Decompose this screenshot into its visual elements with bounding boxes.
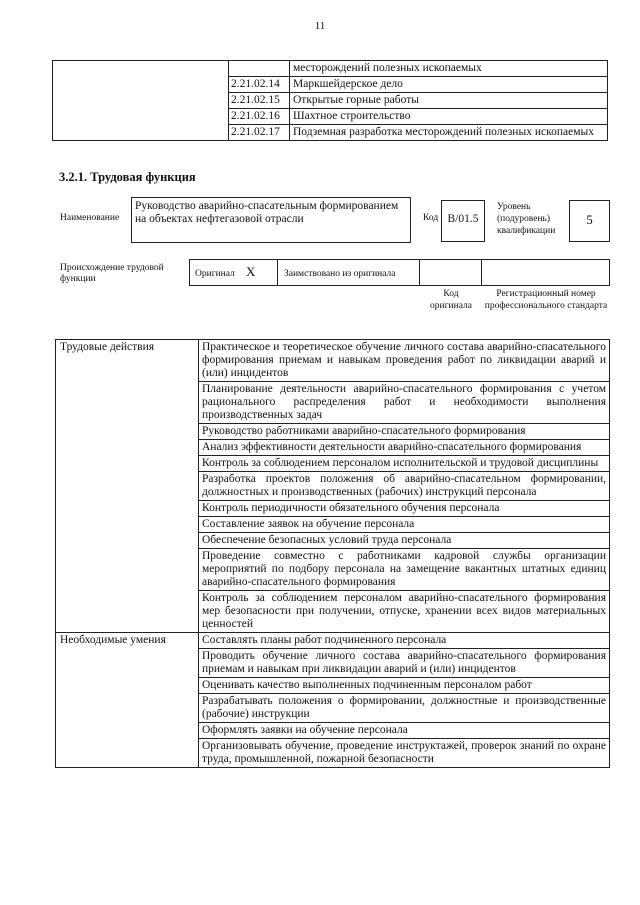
code-cell [229,61,290,77]
code-cell: 2.21.02.17 [229,125,290,141]
specialty-name-cell: Шахтное строительство [290,109,608,125]
table-row [53,61,608,77]
specialty-codes-table [52,60,608,141]
skill-item: Разрабатывать положения о формировании, должностные и производственные (рабочие) инструкции [199,694,610,723]
original-mark: Х [246,264,256,279]
original-label: Оригинал [195,269,235,279]
skill-item: Оценивать качество выполненных подчиненным персоналом работ [199,678,610,694]
labor-action-item: Составление заявок на обучение персонала [199,517,610,533]
labor-action-item: Практическое и теоретическое обучение личного состава аварийно-спасательного формирования приемам и навыкам проведения работ по ликвидации аварий и (или) инцидентов [199,340,610,382]
level-box: 5 [569,200,610,242]
borrowed-cell [277,259,420,286]
specialty-name-cell: Подземная разработка месторождений полезных ископаемых [290,125,608,141]
code-cell: 2.21.02.14 [229,77,290,93]
name-label: Наименование [60,213,120,223]
table-row [56,340,610,382]
labor-action-item: Обеспечение безопасных условий труда персонала [199,533,610,549]
original-cell [189,259,278,286]
labor-action-item: Контроль периодичности обязательного обучения персонала [199,501,610,517]
specialty-name-cell: Открытые горные работы [290,93,608,109]
labor-action-item: Разработка проектов положения об аварийно-спасательном формировании, должностных и производственных (рабочих) инструкций персонала [199,472,610,501]
labor-action-item: Планирование деятельности аварийно-спасательного формирования с учетом рационального распределения работ и необходимости выполнения производственных задач [199,382,610,424]
function-name-box: Руководство аварийно-спасательным формированием на объектах нефтегазовой отрасли [131,197,411,243]
labor-action-item: Проведение совместно с работниками кадровой службы организации мероприятий по подбору персонала на замещение вакантных штатных единиц аварийно-спасательного формирования [199,549,610,591]
table-row [56,633,610,649]
labor-action-item: Контроль за соблюдением персоналом аварийно-спасательного формирования мер безопасности при получении, отпуске, хранении всех видов материальных ценностей [199,591,610,633]
skill-item: Организовывать обучение, проведение инструктажей, проверок знаний по охране труда, промышленной, пожарной безопасности [199,739,610,768]
code-cell: 2.21.02.16 [229,109,290,125]
code-box: B/01.5 [441,200,485,242]
skill-item: Оформлять заявки на обучение персонала [199,723,610,739]
code-label: Код [423,213,439,223]
registration-number-cell [481,259,610,286]
skill-item: Составлять планы работ подчиненного персонала [199,633,610,649]
specialty-name-cell: Маркшейдерское дело [290,77,608,93]
labor-action-item: Анализ эффективности деятельности аварийно-спасательного формирования [199,440,610,456]
skills-label: Необходимые умения [56,633,199,768]
page-number: 11 [314,20,326,32]
origin-label: Происхождение трудовой функции [60,263,164,284]
borrowed-label: Заимствовано из оригинала [284,269,396,279]
code-cell: 2.21.02.15 [229,93,290,109]
code-caption: Код оригинала [430,289,472,311]
empty-cell [53,61,229,141]
level-label: Уровень (подуровень) квалификации [497,202,556,236]
registration-caption: Регистрационный номер профессионального стандарта [484,289,608,311]
labor-function-table [55,339,610,768]
labor-action-item: Руководство работниками аварийно-спасательного формирования [199,424,610,440]
skill-item: Проводить обучение личного состава аварийно-спасательного формирования приемам и навыкам при ликвидации аварий и (или) инцидентов [199,649,610,678]
original-code-cell [419,259,482,286]
labor-action-item: Контроль за соблюдением персоналом исполнительской и трудовой дисциплины [199,456,610,472]
section-title: 3.2.1. Трудовая функция [59,170,196,184]
labor-actions-label: Трудовые действия [56,340,199,633]
specialty-name-cell: месторождений полезных ископаемых [290,61,608,77]
